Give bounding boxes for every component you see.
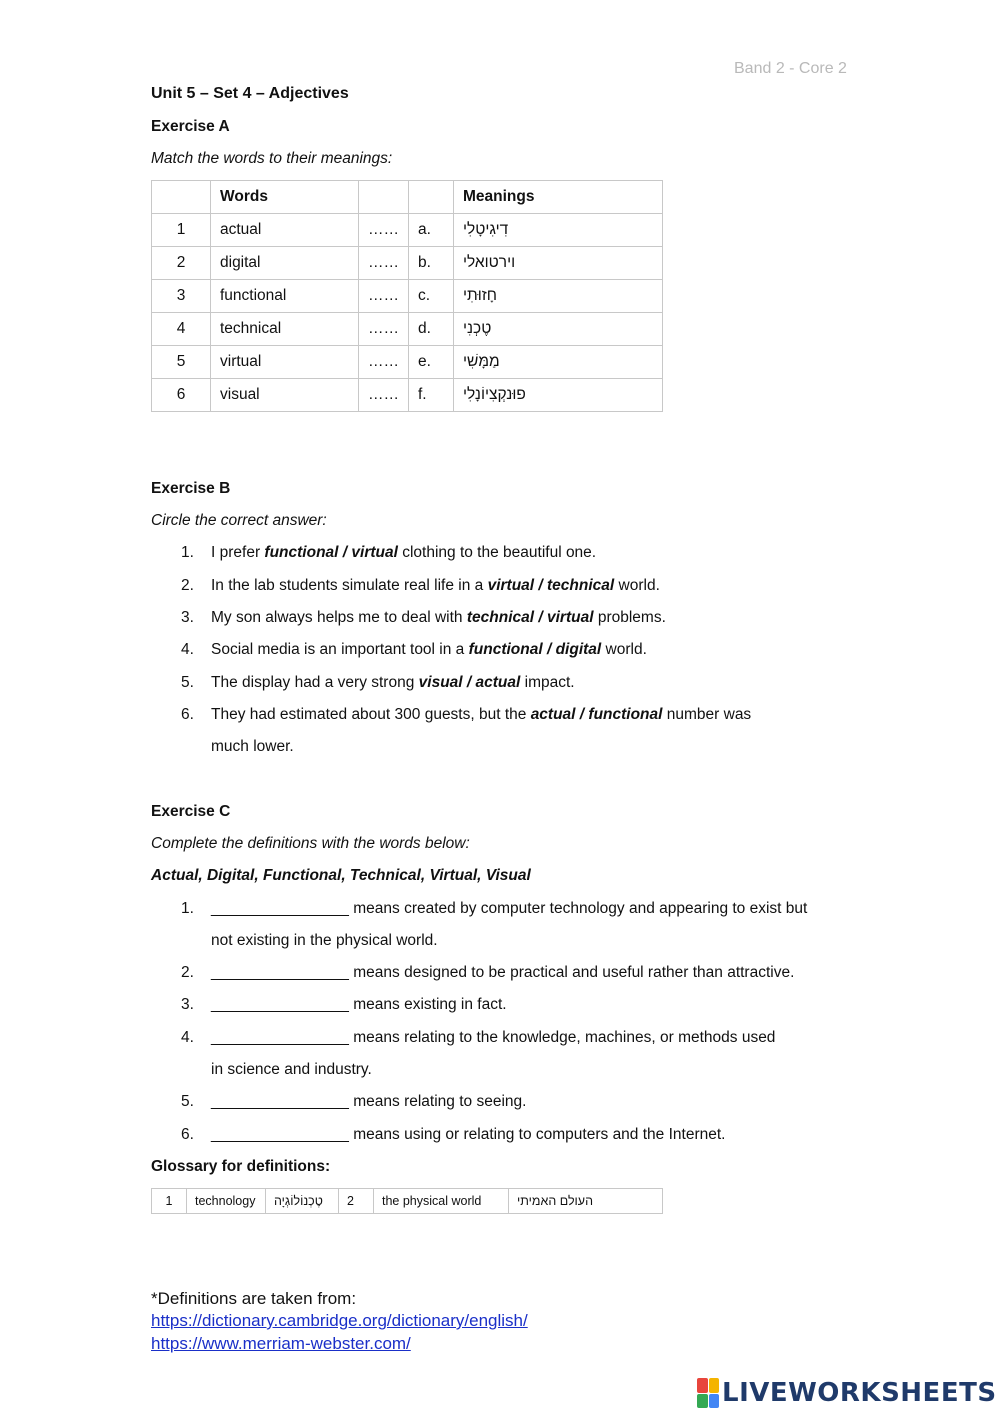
- exercise-c-instruction: Complete the definitions with the words below:: [151, 835, 470, 852]
- exercise-b-instruction: Circle the correct answer:: [151, 512, 327, 529]
- list-item-continuation: not existing in the physical world.: [211, 932, 438, 949]
- page-title: Unit 5 – Set 4 – Adjectives: [151, 85, 349, 102]
- table-header-row: [152, 181, 663, 214]
- list-item: 4. ________________ means relating to the knowledge, machines, or methods used: [181, 1029, 776, 1046]
- col-meanings: Meanings: [454, 181, 663, 214]
- answer-blank[interactable]: ……: [359, 346, 409, 379]
- table-row: 1 technology טֶכְנוֹלוֹגְיָה 2 the physical world העולם האמיתי: [152, 1189, 663, 1214]
- list-item-continuation: in science and industry.: [211, 1061, 372, 1078]
- list-item: 2. ________________ means designed to be practical and useful rather than attractive.: [181, 964, 795, 981]
- answer-blank[interactable]: ________________: [211, 900, 349, 917]
- answer-blank[interactable]: ________________: [211, 996, 349, 1013]
- glossary-table: [151, 1188, 663, 1214]
- choice-option[interactable]: visual / actual: [418, 674, 521, 691]
- merriam-webster-link[interactable]: https://www.merriam-webster.com/: [151, 1334, 411, 1353]
- list-item: 2. In the lab students simulate real life in a virtual / technical world.: [181, 577, 660, 594]
- list-item: 3. My son always helps me to deal with technical / virtual problems.: [181, 609, 666, 626]
- list-item: 3. ________________ means existing in fact.: [181, 996, 507, 1013]
- liveworksheets-logo: [697, 1376, 997, 1410]
- exercise-b-heading: Exercise B: [151, 480, 231, 497]
- list-item: 6. ________________ means using or relating to computers and the Internet.: [181, 1126, 726, 1143]
- choice-option[interactable]: actual / functional: [530, 706, 663, 723]
- answer-blank[interactable]: ……: [359, 379, 409, 412]
- col-words: Words: [211, 181, 359, 214]
- table-row: 4 technical …… d. טֶכְנִי: [152, 313, 663, 346]
- answer-blank[interactable]: ……: [359, 247, 409, 280]
- answer-blank[interactable]: ……: [359, 214, 409, 247]
- matching-table: [151, 180, 663, 412]
- list-item-continuation: much lower.: [211, 738, 294, 755]
- choice-option[interactable]: virtual / technical: [487, 577, 615, 594]
- list-item: 5. ________________ means relating to seeing.: [181, 1093, 527, 1110]
- answer-blank[interactable]: ……: [359, 313, 409, 346]
- word-bank: Actual, Digital, Functional, Technical, Virtual, Visual: [151, 867, 531, 884]
- glossary-heading: Glossary for definitions:: [151, 1158, 331, 1175]
- choice-option[interactable]: functional / virtual: [264, 544, 398, 561]
- cambridge-link[interactable]: https://dictionary.cambridge.org/dictionary/english/: [151, 1311, 528, 1330]
- answer-blank[interactable]: ……: [359, 280, 409, 313]
- answer-blank[interactable]: ________________: [211, 1029, 349, 1046]
- table-row: 5 virtual …… e. מַמָּשִׁי: [152, 346, 663, 379]
- answer-blank[interactable]: ________________: [211, 1126, 349, 1143]
- logo-icon: [697, 1378, 719, 1408]
- list-item: 4. Social media is an important tool in a functional / digital world.: [181, 641, 647, 658]
- table-row: 1 actual …… a. דִיגִיטָלִי: [152, 214, 663, 247]
- list-item: 1. I prefer functional / virtual clothing to the beautiful one.: [181, 544, 597, 561]
- definitions-note: *Definitions are taken from:: [151, 1289, 357, 1308]
- header-note: Band 2 - Core 2: [734, 60, 847, 77]
- exercise-a-heading: Exercise A: [151, 118, 230, 135]
- exercise-c-heading: Exercise C: [151, 803, 231, 820]
- list-item: 1. ________________ means created by computer technology and appearing to exist but: [181, 900, 808, 917]
- choice-option[interactable]: functional / digital: [468, 641, 602, 658]
- list-item: 6. They had estimated about 300 guests, but the actual / functional number was: [181, 706, 752, 723]
- table-row: 6 visual …… f. פוּנקְצִיוֹנָלִי: [152, 379, 663, 412]
- answer-blank[interactable]: ________________: [211, 1093, 349, 1110]
- logo-text: LIVEWORKSHEETS: [722, 1378, 997, 1408]
- list-item: 5. The display had a very strong visual / actual impact.: [181, 674, 575, 691]
- choice-option[interactable]: technical / virtual: [466, 609, 594, 626]
- answer-blank[interactable]: ________________: [211, 964, 349, 981]
- exercise-a-instruction: Match the words to their meanings:: [151, 150, 393, 167]
- table-row: 2 digital …… b. וירטואלי: [152, 247, 663, 280]
- table-row: 3 functional …… c. חָזוּתִי: [152, 280, 663, 313]
